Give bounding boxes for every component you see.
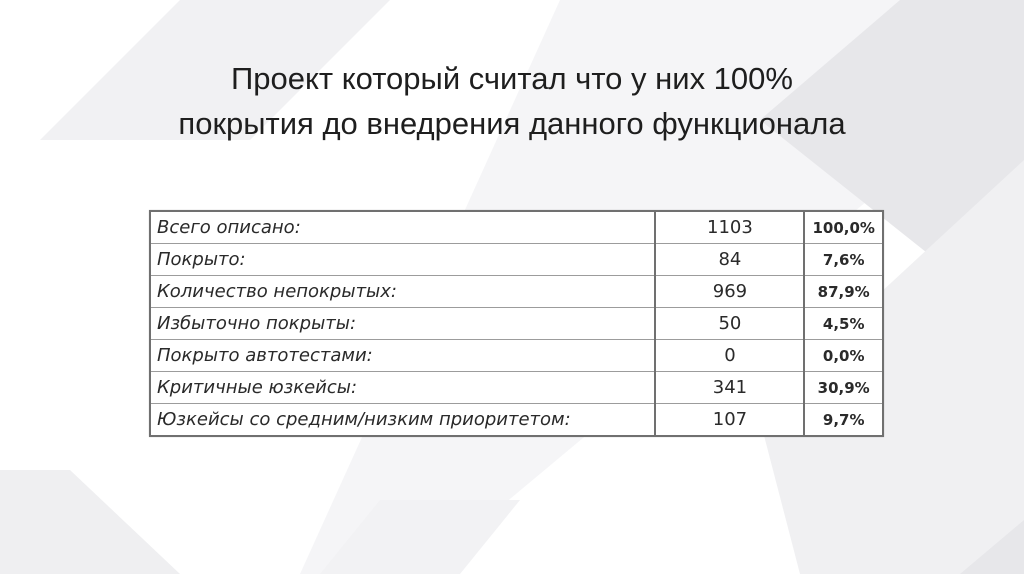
table-row (150, 276, 883, 308)
table-row (150, 404, 883, 437)
row-percent: 0,0% (804, 340, 883, 372)
row-count: 341 (655, 372, 804, 404)
row-label: Критичные юзкейсы: (150, 372, 655, 404)
table-row (150, 340, 883, 372)
row-label: Избыточно покрыты: (150, 308, 655, 340)
row-count: 969 (655, 276, 804, 308)
coverage-table (149, 210, 884, 437)
slide-title (40, 56, 984, 146)
table-row (150, 244, 883, 276)
row-percent: 9,7% (804, 404, 883, 437)
row-percent: 4,5% (804, 308, 883, 340)
row-percent: 100,0% (804, 211, 883, 244)
row-count: 50 (655, 308, 804, 340)
row-percent: 7,6% (804, 244, 883, 276)
row-count: 0 (655, 340, 804, 372)
slide-title-line-1: Проект который считал что у них 100% (231, 61, 793, 96)
row-count: 1103 (655, 211, 804, 244)
row-percent: 87,9% (804, 276, 883, 308)
table-row (150, 372, 883, 404)
slide-title-line-2: покрытия до внедрения данного функционала (178, 106, 846, 141)
row-label: Всего описано: (150, 211, 655, 244)
decor-shape-bottom-left (0, 470, 180, 574)
row-percent: 30,9% (804, 372, 883, 404)
row-label: Покрыто: (150, 244, 655, 276)
row-label: Количество непокрытых: (150, 276, 655, 308)
table-row (150, 308, 883, 340)
row-label: Покрыто автотестами: (150, 340, 655, 372)
row-label: Юзкейсы со средним/низким приоритетом: (150, 404, 655, 437)
row-count: 84 (655, 244, 804, 276)
row-count: 107 (655, 404, 804, 437)
table-row (150, 211, 883, 244)
